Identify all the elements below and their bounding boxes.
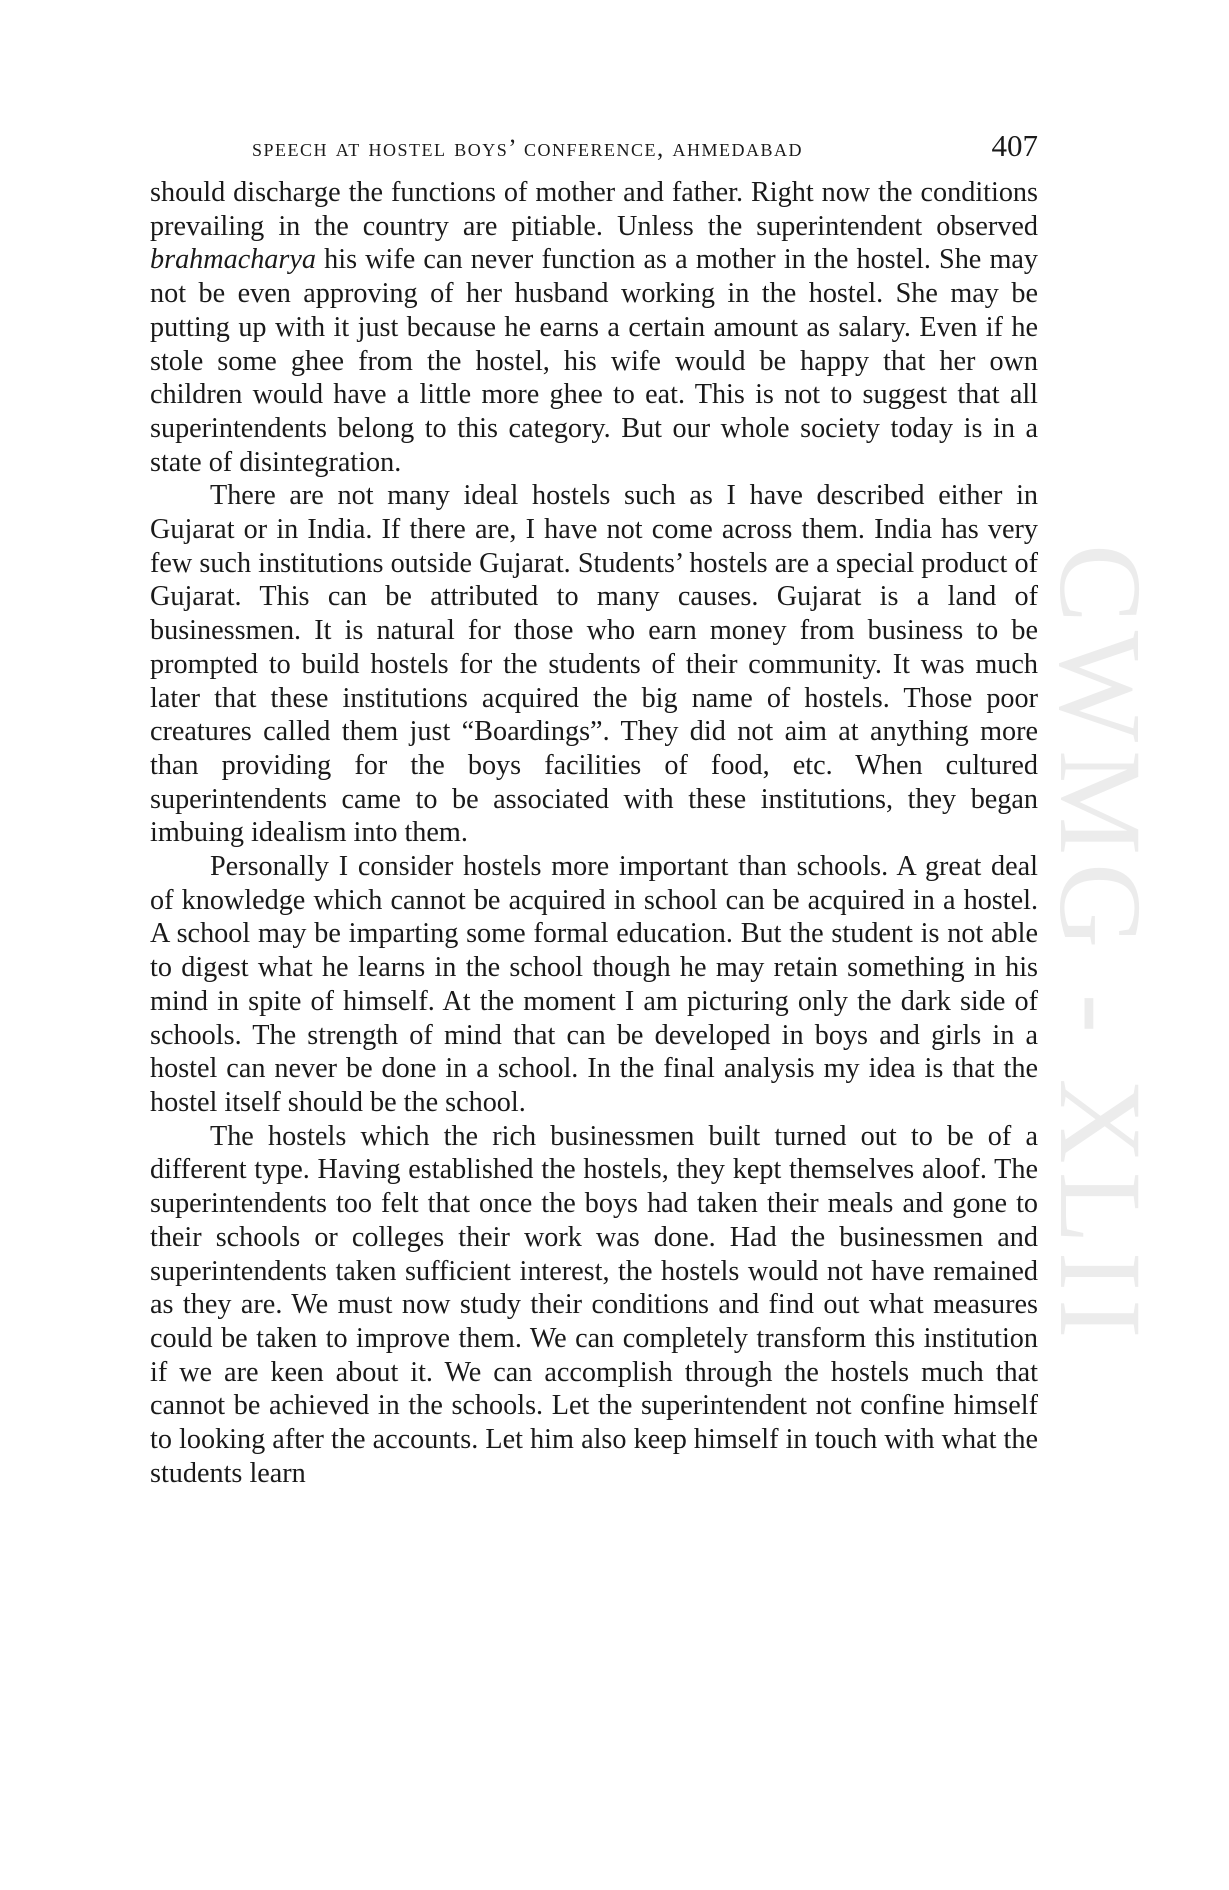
watermark-text: CWMG - XLII bbox=[1035, 543, 1166, 1347]
paragraph bbox=[150, 176, 1038, 479]
text-segment: The hostels which the rich businessmen built turned out to be of a different type. Having established the hostels, they kept themselves aloof. The superintendents too felt that once the boys had taken their meals and gone to their schools or colleges their work was done. Had the businessmen and superintendents taken sufficient interest, the hostels would not have remained as they are. We must now study their conditions and find out what measures could be taken to improve them. We can completely transform this institution if we are keen about it. We can accomplish through the hostels much that cannot be achieved in the schools. Let the superintendent not confine himself to looking after the accounts. Let him also keep himself in touch with what the students learn bbox=[150, 1120, 1038, 1489]
italic-term: brahmacharya bbox=[150, 244, 316, 276]
text-segment: Personally I consider hostels more important than schools. A great deal of knowledge which cannot be acquired in school can be acquired in a hostel. A school may be imparting some formal education. But the student is not able to digest what he learns in the school though he may retain something in his mind in spite of himself. At the moment I am picturing only the dark side of schools. The strength of mind that can be developed in boys and girls in a hostel can never be done in a school. In the final analysis my idea is that the hostel itself should be the school. bbox=[150, 851, 1038, 1118]
running-header bbox=[150, 128, 1036, 168]
text-segment: should discharge the functions of mother and father. Right now the conditions prevailing in the country are pitiable. Unless the superintendent observed bbox=[150, 177, 1038, 242]
paragraph bbox=[150, 850, 1038, 1120]
page-number: 407 bbox=[991, 128, 1038, 163]
paragraph bbox=[150, 479, 1038, 850]
text-segment: his wife can never function as a mother in the hostel. She may not be even approving of her husband working in the hostel. She may be putting up with it just because he earns a certain amount as salary. Even if he stole some ghee from the hostel, his wife would be happy that her own children would have a little more ghee to eat. This is not to suggest that all superintendents belong to this category. But our whole society today is in a state of disintegration. bbox=[150, 244, 1038, 478]
paragraph bbox=[150, 1120, 1038, 1491]
watermark bbox=[1035, 470, 1166, 1420]
text-segment: There are not many ideal hostels such as I have described either in Gujarat or in India. If there are, I have not come across them. India has very few such institutions outside Gujarat. Students’ hostels are a special product of Gujarat. This can be attributed to many causes. Gujarat is a land of businessmen. It is natural for those who earn money from business to be prompted to build hostels for the students of their community. It was much later that these institutions acquired the big name of hostels. Those poor creatures called them just “Boardings”. They did not aim at anything more than providing for the boys facilities of food, etc. When cultured superintendents came to be associated with these institutions, they began imbuing idealism into them. bbox=[150, 480, 1038, 849]
running-title: speech at hostel boys’ conference, ahmedabad bbox=[252, 135, 804, 162]
body-text bbox=[150, 176, 1038, 1490]
